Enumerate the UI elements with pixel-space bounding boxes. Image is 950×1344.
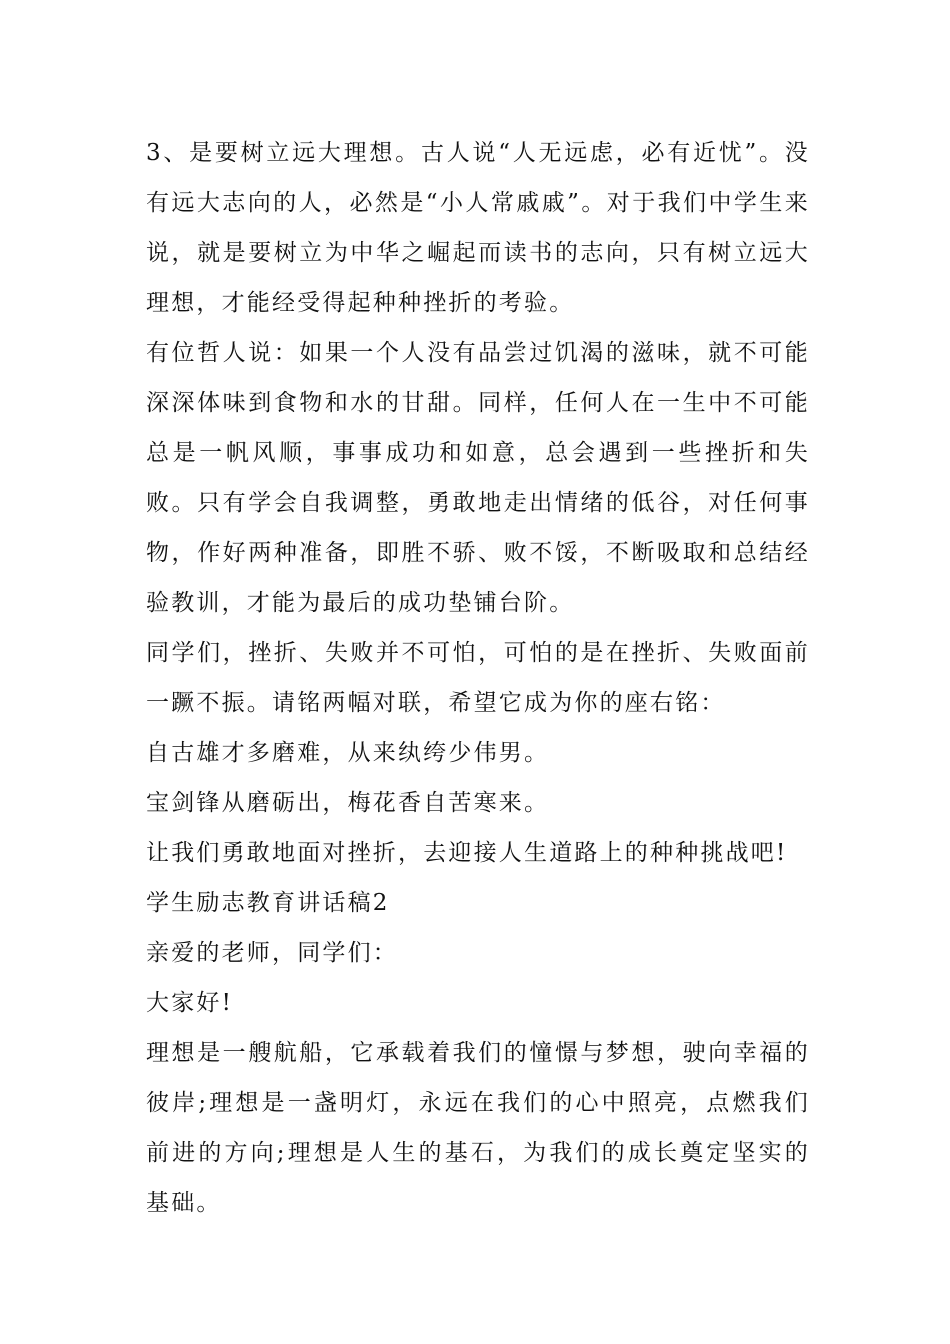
couplet-line-1: 自古雄才多磨难，从来纨绔少伟男。 — [146, 740, 550, 766]
section-title: 学生励志教育讲话稿2 — [146, 890, 390, 916]
couplet-line-2: 宝剑锋从磨砺出，梅花香自苦寒来。 — [146, 790, 550, 816]
document-body — [146, 128, 810, 1228]
paragraph-setbacks: 同学们，挫折、失败并不可怕，可怕的是在挫折、失败面前一蹶不振。请铭两幅对联，希望它成为你的座右铭： — [146, 640, 810, 716]
greeting: 大家好! — [146, 990, 234, 1016]
paragraph-philosopher: 有位哲人说：如果一个人没有品尝过饥渴的滋味，就不可能深深体味到食物和水的甘甜。同样，任何人在一生中不可能总是一帆风顺，事事成功和如意，总会遇到一些挫折和失败。只有学会自我调整，勇敢地走出情绪的低谷，对任何事物，作好两种准备，即胜不骄、败不馁，不断吸取和总结经验教训，才能为最后的成功垫铺台阶。 — [146, 340, 810, 616]
paragraph-ideal: 3、是要树立远大理想。古人说“人无远虑，必有近忧”。没有远大志向的人，必然是“小人常戚戚”。对于我们中学生来说，就是要树立为中华之崛起而读书的志向，只有树立远大理想，才能经受得起种种挫折的考验。 — [146, 140, 810, 316]
paragraph-closing: 让我们勇敢地面对挫折，去迎接人生道路上的种种挑战吧! — [146, 840, 788, 866]
salutation: 亲爱的老师，同学们： — [146, 940, 398, 966]
paragraph-ideal-metaphor: 理想是一艘航船，它承载着我们的憧憬与梦想，驶向幸福的彼岸;理想是一盏明灯，永远在我们的心中照亮，点燃我们前进的方向;理想是人生的基石，为我们的成长奠定坚实的基础。 — [146, 1040, 810, 1216]
